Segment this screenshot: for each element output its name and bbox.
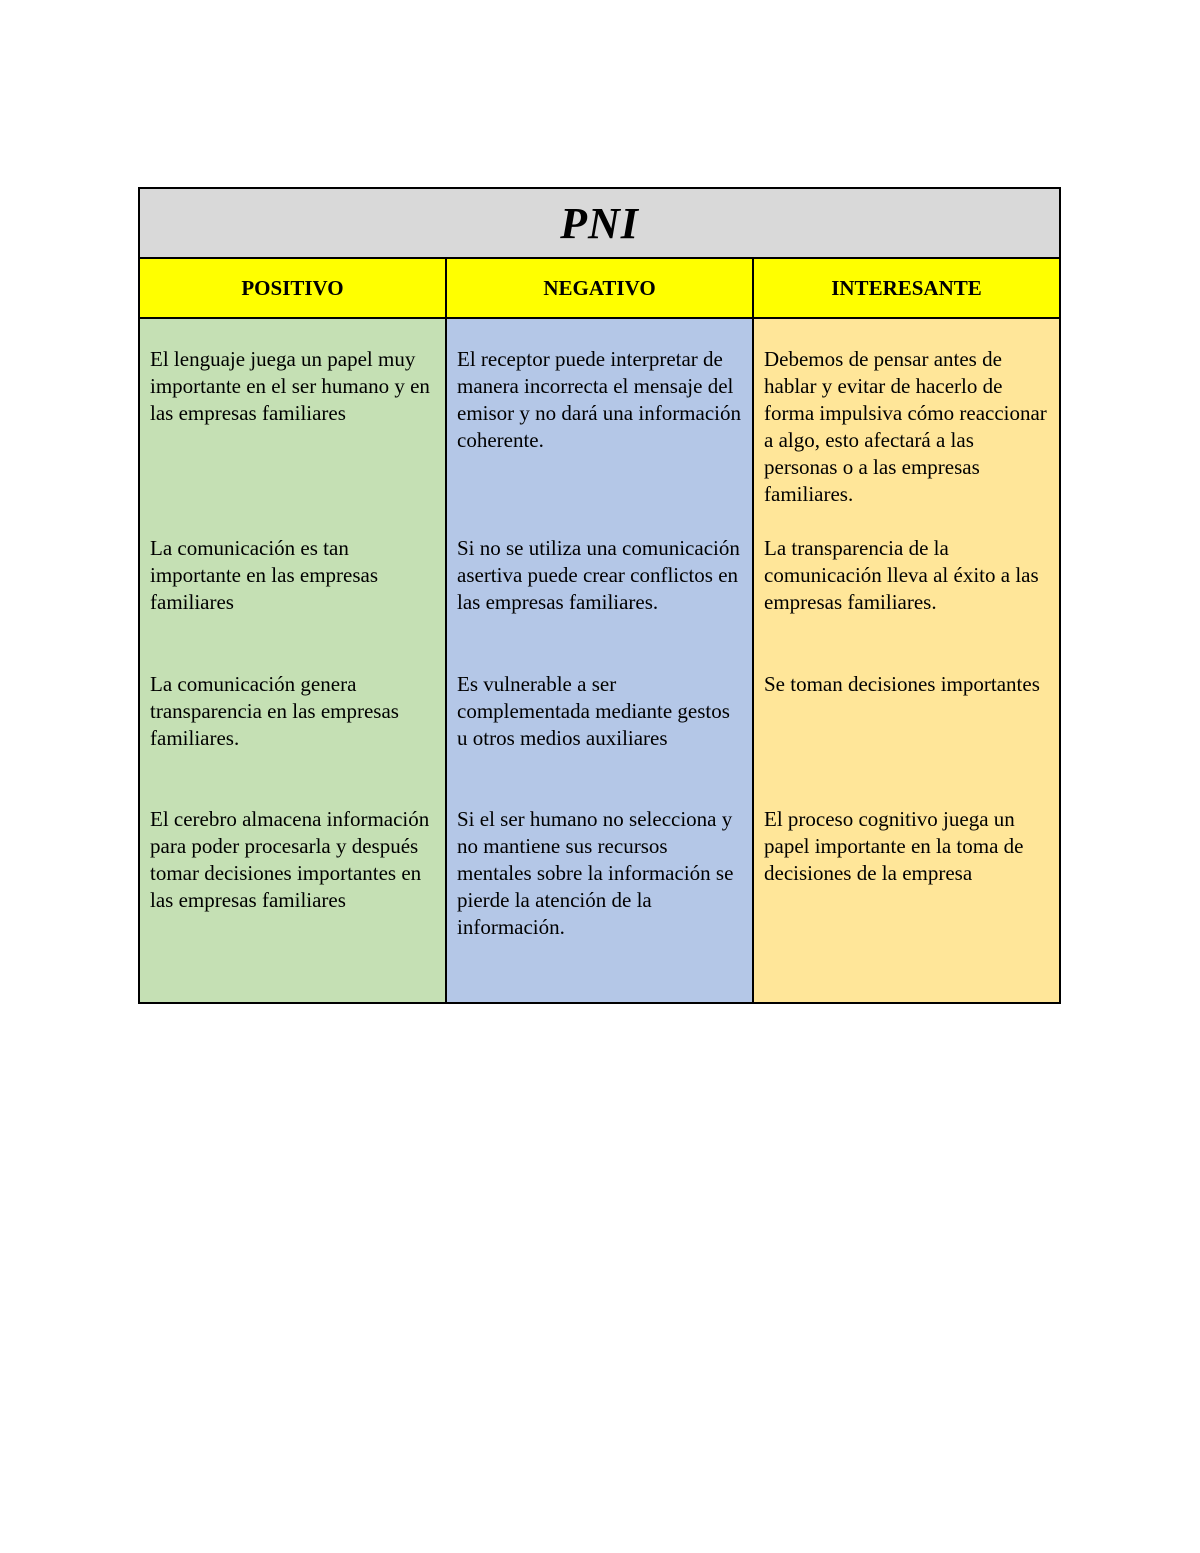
header-interesante: INTERESANTE xyxy=(752,259,1059,317)
interesante-item: Se toman decisiones importantes xyxy=(764,672,1040,696)
column-interesante xyxy=(752,319,1059,1002)
negativo-item: Es vulnerable a ser complementada mediante gestos u otros medios auxiliares xyxy=(457,672,730,750)
interesante-item: El proceso cognitivo juega un papel importante en la toma de decisiones de la empresa xyxy=(764,807,1024,885)
positivo-item: La comunicación genera transparencia en las empresas familiares. xyxy=(150,672,399,750)
interesante-item: La transparencia de la comunicación lleva al éxito a las empresas familiares. xyxy=(764,536,1039,614)
pni-table xyxy=(138,187,1061,1004)
positivo-item: La comunicación es tan importante en las empresas familiares xyxy=(150,536,379,614)
positivo-item: El cerebro almacena información para poder procesarla y después tomar decisiones importantes en las empresas familiares xyxy=(150,807,430,912)
table-title: PNI xyxy=(560,198,639,248)
header-negativo: NEGATIVO xyxy=(445,259,752,317)
header-row xyxy=(140,259,1059,319)
column-negativo xyxy=(445,319,752,1002)
negativo-item: El receptor puede interpretar de manera incorrecta el mensaje del emisor y no dará una información coherente. xyxy=(457,347,741,452)
column-positivo xyxy=(140,319,445,1002)
body-row xyxy=(140,319,1059,1002)
title-row xyxy=(140,189,1059,259)
negativo-item: Si el ser humano no selecciona y no mantiene sus recursos mentales sobre la información se pierde la atención de la información. xyxy=(457,807,734,939)
negativo-item: Si no se utiliza una comunicación asertiva puede crear conflictos en las empresas familiares. xyxy=(457,536,740,614)
header-positivo: POSITIVO xyxy=(241,275,344,300)
interesante-item: Debemos de pensar antes de hablar y evitar de hacerlo de forma impulsiva cómo reaccionar a algo, esto afectará a las personas o a las empresas familiares. xyxy=(764,347,1047,506)
positivo-item: El lenguaje juega un papel muy importante en el ser humano y en las empresas familiares xyxy=(150,347,430,425)
